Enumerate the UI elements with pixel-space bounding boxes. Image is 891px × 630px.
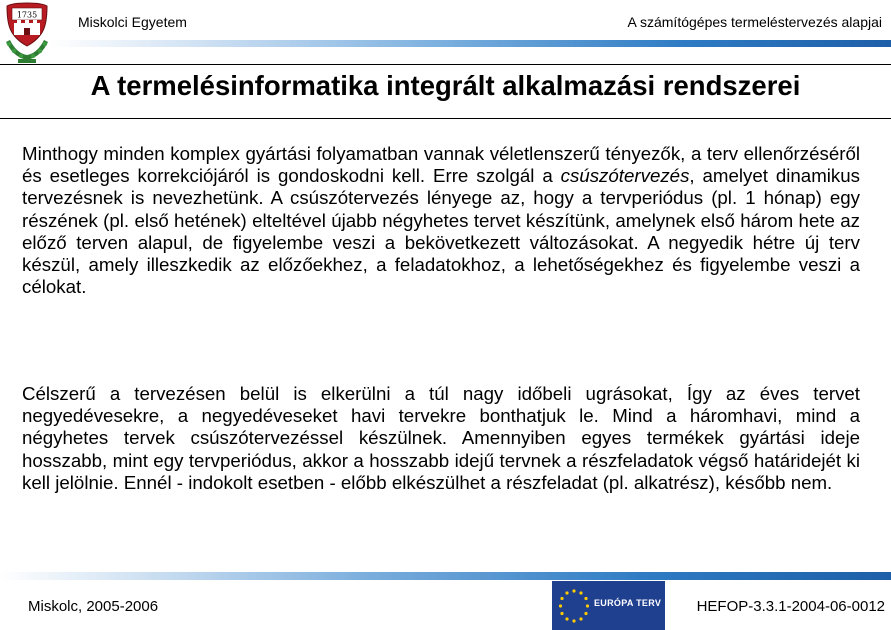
eu-stars-icon: [552, 581, 596, 630]
eu-logo-text: EURÓPA TERV: [594, 598, 662, 608]
emphasized-term: csúszótervezés: [560, 165, 690, 187]
title-top-line: [0, 64, 891, 65]
crest-year: 1735: [16, 10, 38, 20]
paragraph1-text-end: , amelyet dinamikus tervezésnek is nevezhetünk. A csúszótervezés lényege az, hogy a tervperiódus (pl. 1 hónap) egy részének (pl. első hetének) elteltével újabb négyhetes tervet készítünk, amelynek első három hete az előző terven alapul, de figyelembe veszi a bekövetkezett változásokat. A negyedik hétre új terv készül, amely illeszkedik az előzőekhez, a feladatokhoz, a lehetőségekhez és figyelembe veszi a célokat.: [22, 165, 860, 298]
paragraph1-text-start: Minthogy minden komplex gyártási folyamatban vannak véletlenszerű tényezők, a terv ellenőrzéséről és esetleges korrekciójáról is gondoskodni kell. Erre szolgál a: [22, 143, 860, 187]
paragraph-sliding-planning: [22, 143, 860, 298]
europa-terv-logo: [552, 581, 665, 630]
paragraph-time-jumps: Célszerű a tervezésen belül is elkerülni a túl nagy időbeli ugrásokat, Így az éves tervet negyedévesekre, a negyedéveseket havi tervekre bonthatjuk le. Mind a háromhavi, mind a négyhetes tervek csúszótervezéssel készülnek. Amennyiben egyes termékek gyártási ideje hosszabb, mint egy tervperiódus, akkor a hosszabb idejű tervnek a részfeladatok végső határidejét ki kell jelölnie. Ennél - indokolt esetben - előbb elkészülhet a részfeladat (pl. alkatrész), később nem.: [22, 383, 860, 493]
title-bottom-line: [0, 118, 891, 119]
header-course-title: A számítógépes termeléstervezés alapjai: [627, 14, 882, 30]
header-university-name: Miskolci Egyetem: [78, 14, 187, 30]
university-crest-logo: [4, 0, 50, 66]
footer-project-code: HEFOP-3.3.1-2004-06-0012: [696, 598, 885, 615]
footer-place-year: Miskolc, 2005-2006: [28, 598, 159, 615]
footer-gradient-bar: [0, 572, 891, 580]
header-gradient-bar: [50, 40, 891, 47]
page-title: A termelésinformatika integrált alkalmazási rendszerei: [90, 70, 801, 101]
